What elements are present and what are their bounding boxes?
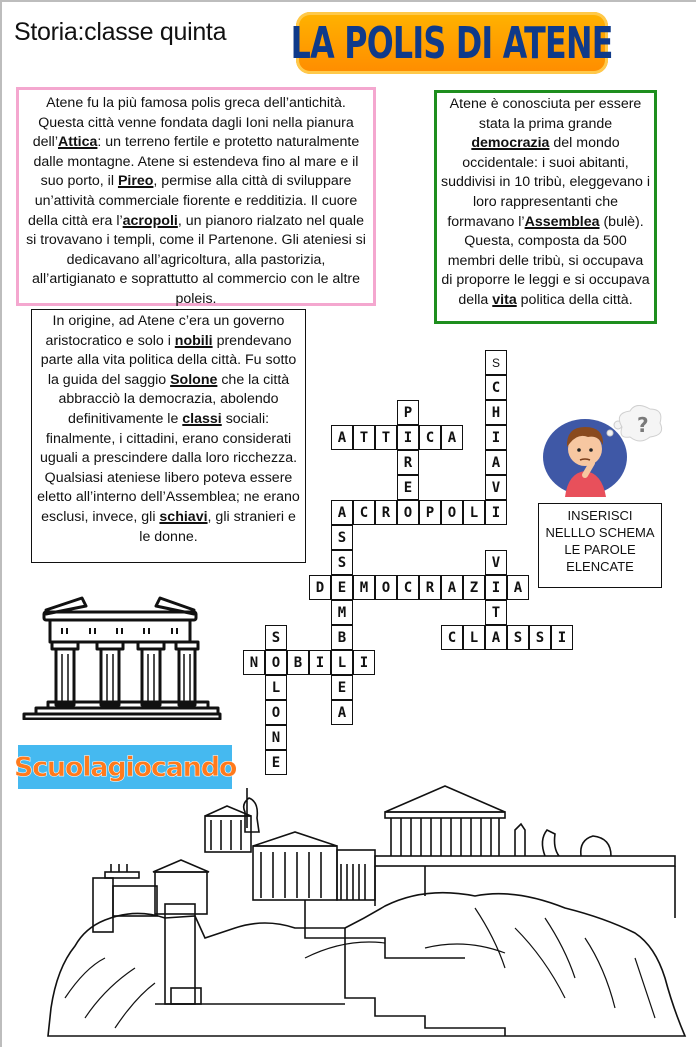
keyword-attica: Attica	[57, 134, 98, 151]
crossword-cell[interactable]: S	[507, 625, 529, 650]
crossword-cell[interactable]: A	[441, 575, 463, 600]
text-run: (bulè). Questa, composta da 500 membri delle tribù, si occupava di proporre le leggi e si occupava della	[441, 213, 650, 308]
keyword-nobili: nobili	[174, 332, 213, 349]
crossword-cell[interactable]: A	[485, 625, 507, 650]
crossword-cell[interactable]: I	[485, 500, 507, 525]
text-run: , permise alla città di sviluppare un’attività commerciale fiorente e redditizia. Il cuore della città era l’	[28, 173, 358, 229]
crossword-cell[interactable]: N	[265, 725, 287, 750]
crossword-cell[interactable]: P	[419, 500, 441, 525]
text-run: : un terreno fertile e protetto naturalmente dalle montagne. Atene si estendeva fino al mare e il suo porto, il	[33, 134, 360, 190]
keyword-democrazia: democrazia	[471, 135, 550, 152]
crossword-cell[interactable]: A	[441, 425, 463, 450]
crossword-cell[interactable]: A	[331, 425, 353, 450]
text-run: Atene è conosciuta per essere stata la prima grande	[449, 96, 642, 132]
text-run: del mondo occidentale: i suoi abitanti, suddivisi in 10 tribù, eleggevano i loro rappresentanti che formavano l’	[441, 135, 651, 230]
crossword-cell[interactable]: Z	[463, 575, 485, 600]
crossword-cell[interactable]: V	[485, 550, 507, 575]
keyword-vita: vita	[492, 291, 517, 308]
crossword-cell[interactable]: R	[397, 450, 419, 475]
crossword-cell[interactable]: I	[485, 575, 507, 600]
crossword-cell[interactable]: T	[353, 425, 375, 450]
text-run: prendevano parte alla vita politica della città. Fu sotto la guida del saggio	[40, 332, 297, 388]
crossword-cell[interactable]: B	[287, 650, 309, 675]
crossword-cell[interactable]: T	[375, 425, 397, 450]
crossword-cell[interactable]: O	[265, 650, 287, 675]
text-run: In origine, ad Atene c’era un governo aristocratico e solo i	[45, 313, 285, 349]
crossword-cell[interactable]: M	[331, 600, 353, 625]
crossword-cell[interactable]: A	[331, 500, 353, 525]
crossword-cell[interactable]: C	[441, 625, 463, 650]
text-box-attica	[16, 87, 376, 306]
crossword-cell[interactable]: I	[309, 650, 331, 675]
text-run: sociali: finalmente, i cittadini, erano considerati uguali a prescindere dalla loro ricchezza. Qualsiasi ateniese libero poteva essere eletto all’interno dell’Assemblea; ne erano esclusi, invece, gli	[37, 410, 300, 525]
text-run: , un pianoro rialzato nel quale si trovavano i templi, come il Partenone. Gli ateniesi si dedicavano all’agricoltura, alla pastorizia, all’artigianato e soprattutto al commercio con le altre poleis.	[26, 212, 366, 307]
crossword-cell[interactable]: O	[441, 500, 463, 525]
crossword-cell[interactable]: S	[529, 625, 551, 650]
crossword-cell[interactable]: T	[485, 600, 507, 625]
crossword-cell[interactable]: V	[485, 475, 507, 500]
crossword-cell[interactable]: R	[375, 500, 397, 525]
crossword-cell[interactable]: H	[485, 400, 507, 425]
crossword-cell[interactable]: S	[331, 550, 353, 575]
logo-text: Scuolagiocando	[13, 751, 237, 783]
keyword-classi: classi	[182, 410, 222, 427]
text-run: che la città abbracciò la democrazia, abolendo definitivamente le	[58, 371, 290, 427]
crossword-cell[interactable]: O	[397, 500, 419, 525]
text-box-democrazia	[434, 90, 657, 324]
crossword-cell[interactable]: D	[309, 575, 331, 600]
crossword-cell[interactable]: E	[397, 475, 419, 500]
crossword-cell[interactable]: I	[397, 425, 419, 450]
crossword-cell[interactable]: I	[485, 425, 507, 450]
crossword-cell[interactable]: A	[331, 700, 353, 725]
crossword-cell[interactable]: N	[243, 650, 265, 675]
crossword-cell[interactable]: L	[331, 650, 353, 675]
crossword-cell[interactable]: A	[507, 575, 529, 600]
text-run: , gli stranieri e le donne.	[139, 508, 296, 545]
crossword-cell[interactable]: E	[265, 750, 287, 775]
keyword-acropoli: acropoli	[122, 212, 178, 229]
crossword-cell[interactable]: C	[419, 425, 441, 450]
crossword-grid	[243, 350, 575, 780]
crossword-cell[interactable]: L	[463, 625, 485, 650]
thinking-kid-icon	[540, 405, 665, 500]
keyword-solone: Solone	[170, 371, 218, 388]
crossword-cell[interactable]: I	[551, 625, 573, 650]
crossword-cell[interactable]: S	[485, 350, 507, 375]
crossword-cell[interactable]: I	[353, 650, 375, 675]
crossword-cell[interactable]: C	[485, 375, 507, 400]
keyword-schiavi: schiavi	[159, 508, 208, 525]
crossword-cell[interactable]: L	[463, 500, 485, 525]
crossword-cell[interactable]: L	[265, 675, 287, 700]
subject-label: Storia:classe quinta	[14, 18, 227, 46]
crossword-cell[interactable]: E	[331, 675, 353, 700]
crossword-cell[interactable]: P	[397, 400, 419, 425]
crossword-cell[interactable]: S	[265, 625, 287, 650]
instructions-box: INSERISCI NELLLO SCHEMA LE PAROLE ELENCATE	[538, 503, 662, 588]
crossword-cell[interactable]: C	[397, 575, 419, 600]
keyword-pireo: Pireo	[117, 173, 154, 190]
crossword-cell[interactable]: O	[265, 700, 287, 725]
crossword-cell[interactable]: R	[419, 575, 441, 600]
acropolis-icon	[45, 768, 695, 1038]
title-badge	[290, 12, 614, 74]
text-run: politica della città.	[516, 291, 633, 308]
crossword-cell[interactable]: A	[485, 450, 507, 475]
keyword-assemblea: Assemblea	[524, 213, 600, 230]
svg-text:?: ?	[637, 413, 649, 437]
crossword-cell[interactable]: S	[331, 525, 353, 550]
crossword-cell[interactable]: B	[331, 625, 353, 650]
crossword-cell[interactable]: O	[375, 575, 397, 600]
crossword-cell[interactable]: E	[331, 575, 353, 600]
text-run: Atene fu la più famosa polis greca dell’antichità. Questa città venne fondata dagli Ioni nella pianura dell’	[32, 95, 354, 151]
greek-temple-icon	[12, 590, 224, 720]
crossword-cell[interactable]: M	[353, 575, 375, 600]
page-title: LA POLIS DI ATENE	[290, 17, 614, 69]
crossword-cell[interactable]: C	[353, 500, 375, 525]
